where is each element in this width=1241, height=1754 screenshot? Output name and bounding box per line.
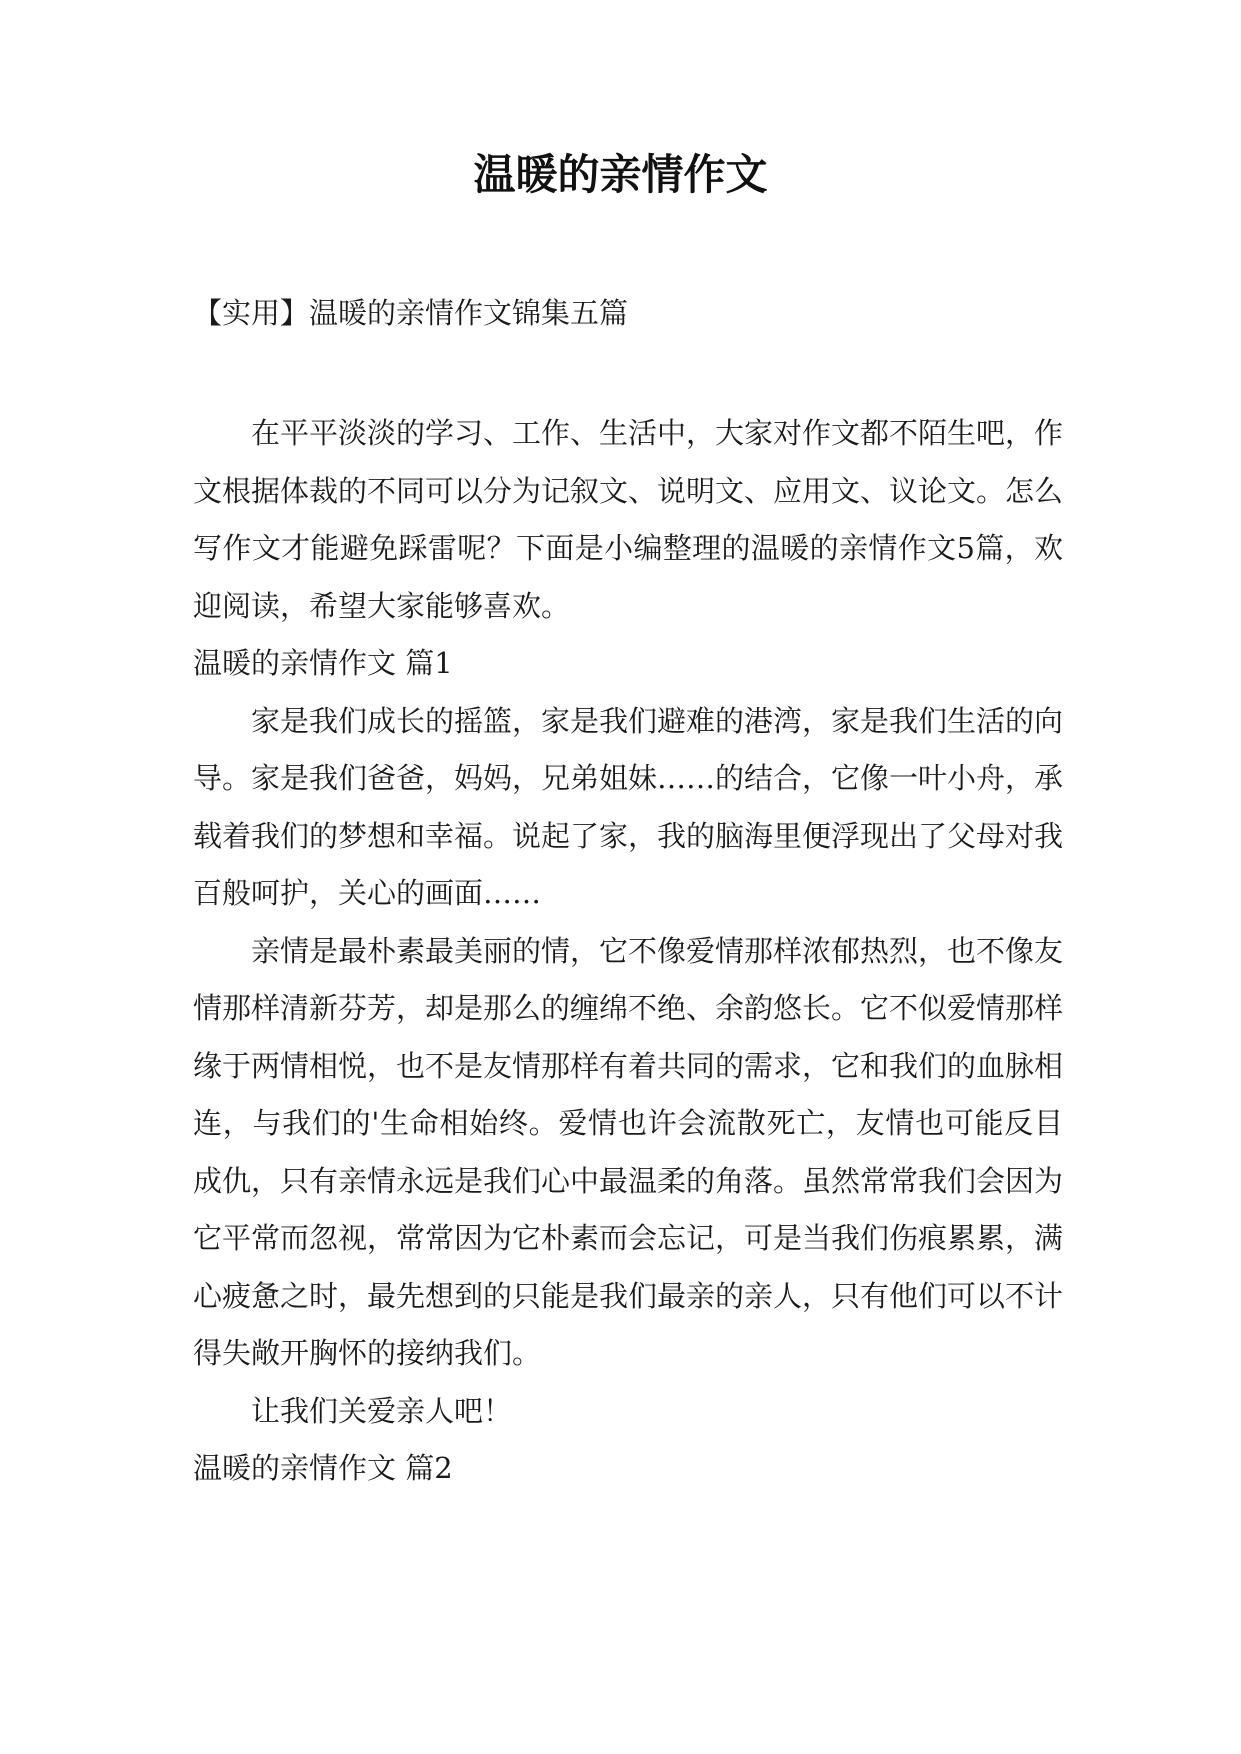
essay-1-paragraph-3: 让我们关爱亲人吧！ (251, 1393, 513, 1428)
essay-2-heading: 温暖的亲情作文 篇2 (193, 1451, 453, 1485)
essay-1-paragraph-1: 家是我们成长的摇篮，家是我们避难的港湾，家是我们生活的向导。家是我们爸爸，妈妈，兄弟姐妹……的结合，它像一叶小舟，承载着我们的梦想和幸福。说起了家，我的脑海里便浮现出了父母对我百般呵护，关心的画面…… (193, 703, 1064, 910)
document-title: 温暖的亲情作文 (473, 150, 768, 199)
essay-1-heading: 温暖的亲情作文 篇1 (193, 646, 453, 680)
essay-1-paragraph-2: 亲情是最朴素最美丽的情，它不像爱情那样浓郁热烈，也不像友情那样清新芬芳，却是那么的缠绵不绝、余韵悠长。它不似爱情那样缘于两情相悦，也不是友情那样有着共同的需求，它和我们的血脉相连，与我们的'生命相始终。爱情也许会流散死亡，友情也可能反目成仇，只有亲情永远是我们心中最温柔的角落。虽然常常我们会因为它平常而忽视，常常因为它朴素而会忘记，可是当我们伤痕累累，满心疲惫之时，最先想到的只能是我们最亲的亲人，只有他们可以不计得失敞开胸怀的接纳我们。 (193, 933, 1064, 1370)
document-body (193, 405, 1063, 1498)
document-subtitle: 【实用】温暖的亲情作文锦集五篇 (193, 296, 629, 330)
intro-paragraph: 在平平淡淡的学习、工作、生活中，大家对作文都不陌生吧，作文根据体裁的不同可以分为记叙文、说明文、应用文、议论文。怎么写作文才能避免踩雷呢？下面是小编整理的温暖的亲情作文5篇，欢迎阅读，希望大家能够喜欢。 (193, 416, 1064, 623)
